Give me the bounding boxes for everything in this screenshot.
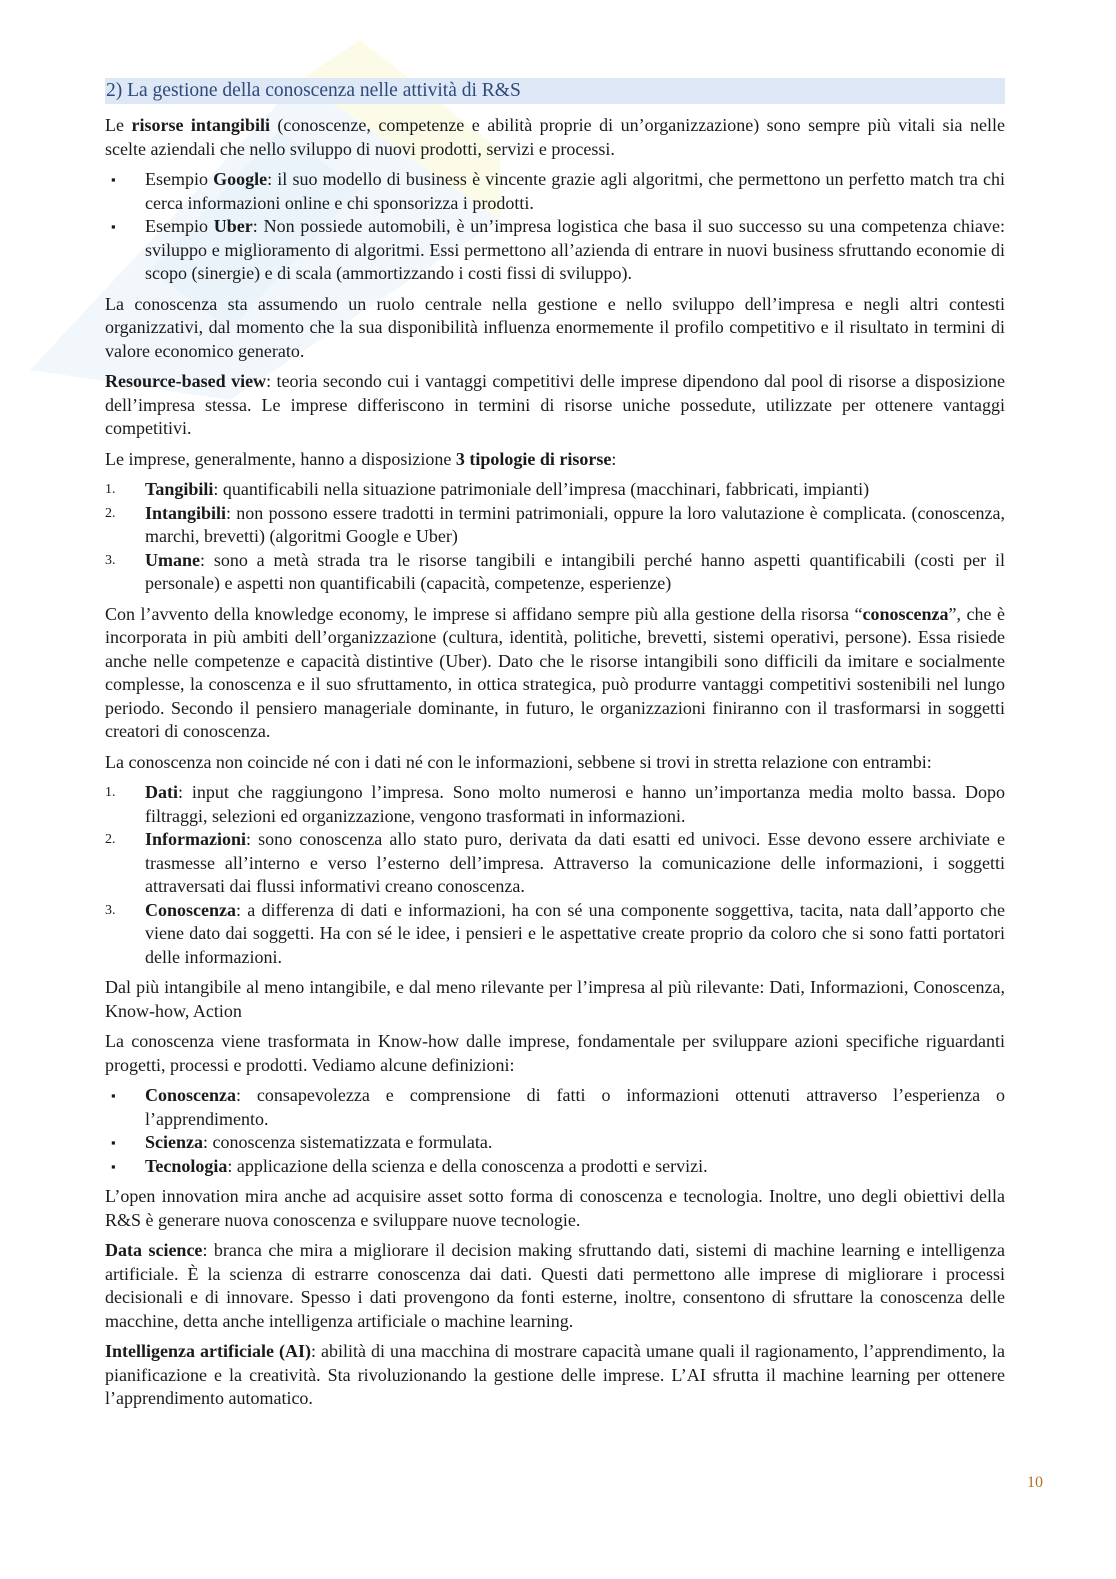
bullet-icon: ▪ [111,1158,116,1174]
resource-types-list [105,478,1005,596]
list-item: ▪ Esempio Google: il suo modello di business è vincente grazie agli algoritmi, che permettono un perfetto match tra chi cerca informazioni online e chi sponsorizza i prodotti. [111,169,1005,213]
paragraph-knowledge-economy: Con l’avvento della knowledge economy, le imprese si affidano sempre più alla gestione della risorsa “conoscenza”, che è incorporata in più ambiti dell’organizzazione (cultura, identità, politiche, brevetti, sistemi operativi, persone). Essa risiede anche nelle competenze e capacità distintive (Uber). Dato che le risorse intangibili sono difficili da imitare e socialmente complesse, la conoscenza e il suo sfruttamento, in ottica strategica, può produrre vantaggi competitivi sostenibili nel lungo periodo. Secondo il pensiero manageriale dominante, in futuro, le organizzazioni finiranno con il trasformarsi in soggetti creatori di conoscenza. [105,603,1005,741]
list-item: 2. Intangibili: non possono essere tradotti in termini patrimoniali, oppure la loro valutazione è complicata. (conoscenza, marchi, brevetti) (algoritmi Google e Uber) [105,502,1005,546]
paragraph-intangibility-order: Dal più intangibile al meno intangibile, e dal meno rilevante per l’impresa al più rilevante: Dati, Informazioni, Conoscenza, Know-how, Action [105,977,1005,1021]
examples-list [105,168,1005,286]
bullet-icon: ▪ [111,219,116,234]
paragraph-open-innovation: L’open innovation mira anche ad acquisire asset sotto forma di conoscenza e tecnologia. Inoltre, uno degli obiettivi della R&S è generare nuova conoscenza e sviluppare nuove tecnologie. [105,1186,1005,1230]
list-item: ▪ Conoscenza: consapevolezza e comprensione di fatti o informazioni ottenuti attraverso l’esperienza o l’apprendimento. [111,1085,1005,1129]
section-heading: 2) La gestione della conoscenza nelle attività di R&S [105,78,1005,104]
page-number: 10 [1027,1474,1043,1491]
definitions-list [105,1084,1005,1178]
bullet-icon: ▪ [111,1088,116,1103]
list-item: 3. Umane: sono a metà strada tra le risorse tangibili e intangibili perché hanno aspetti quantificabili (costi per il personale) e aspetti non quantificabili (capacità, competenze, esperienze) [105,549,1005,593]
paragraph-resource-types-intro: Le imprese, generalmente, hanno a disposizione 3 tipologie di risorse: [105,448,617,469]
paragraph-resource-based-view: Resource-based view: teoria secondo cui i vantaggi competitivi delle imprese dipendono dal pool di risorse a disposizione dell’impresa stessa. Le imprese differiscono in termini di risorse uniche possedute, utilizzate per ottenere vantaggi competitivi. [105,371,1005,438]
list-item: 2. Informazioni: sono conoscenza allo stato puro, derivata da dati esatti ed univoci. Esse devono essere archiviate e trasmesse all’interno e verso l’esterno dell’impresa. Attraverso la comunicazione delle informazioni, i soggetti attraversati dai flussi informativi creano conoscenza. [105,829,1005,896]
list-item: ▪ Tecnologia: applicazione della scienza e della conoscenza a prodotti e servizi. [105,1155,1005,1179]
list-item: ▪ Esempio Uber: Non possiede automobili, è un’impresa logistica che basa il suo successo su una competenza chiave: sviluppo e miglioramento di algoritmi. Essi permettono all’azienda di entrare in nuovi business sfruttando economie di scopo (sinergie) e di scala (ammortizzando i costi fissi di sviluppo). [111,216,1006,283]
bullet-icon: ▪ [111,172,116,187]
list-item: 1. Dati: input che raggiungono l’impresa. Sono molto numerosi e hanno un’importanza media molto bassa. Dopo filtraggi, selezioni ed organizzazione, vengono trasformati in informazioni. [105,782,1005,826]
bullet-icon: ▪ [111,1135,116,1150]
list-item: 1. Tangibili: quantificabili nella situazione patrimoniale dell’impresa (macchinari, fabbricati, impianti) [105,479,870,499]
paragraph-artificial-intelligence: Intelligenza artificiale (AI): abilità di una macchina di mostrare capacità umane quali il ragionamento, l’apprendimento, la pianificazione e la creatività. Sta rivoluzionando la gestione delle imprese. L’AI sfrutta il machine learning per ottenere l’apprendimento automatico. [105,1341,1005,1408]
list-item: ▪ Scienza: conoscenza sistematizzata e formulata. [105,1131,1005,1155]
document-page [105,78,1005,1418]
paragraph-know-how: La conoscenza viene trasformata in Know-how dalle imprese, fondamentale per sviluppare azioni specifiche riguardanti progetti, processi e prodotti. Vediamo alcune definizioni: [105,1031,1005,1075]
list-item: 3. Conoscenza: a differenza di dati e informazioni, ha con sé una componente soggettiva, tacita, nata dall’apporto che viene dato dai soggetti. Ha con sé le idee, i pensieri e le aspettative create proprio da coloro che si sono fatti portatori delle informazioni. [105,899,1005,967]
data-info-knowledge-list [105,781,1005,969]
paragraph-intangible-resources: Le risorse intangibili (conoscenze, competenze e abilità proprie di un’organizzazione) sono sempre più vitali sia nelle scelte aziendali che nello sviluppo di nuovi prodotti, servizi e processi. [105,115,1005,159]
paragraph-data-vs-knowledge: La conoscenza non coincide né con i dati né con le informazioni, sebbene si trovi in stretta relazione con entrambi: [105,751,932,772]
paragraph-knowledge-role: La conoscenza sta assumendo un ruolo centrale nella gestione e nello sviluppo dell’impresa e negli altri contesti organizzativi, dal momento che la sua disponibilità influenza enormemente il profilo competitivo e il risultato in termini di valore economico generato. [105,293,1005,361]
paragraph-data-science: Data science: branca che mira a migliorare il decision making sfruttando dati, sistemi di machine learning e intelligenza artificiale. È la scienza di estrarre conoscenza dai dati. Questi dati permettono alle imprese di migliorare i processi decisionali e di innovare. Spesso i dati provengono da fonti esterne, inoltre, consentono di sfruttare la conoscenza delle macchine, detta anche intelligenza artificiale o machine learning. [105,1240,1006,1331]
